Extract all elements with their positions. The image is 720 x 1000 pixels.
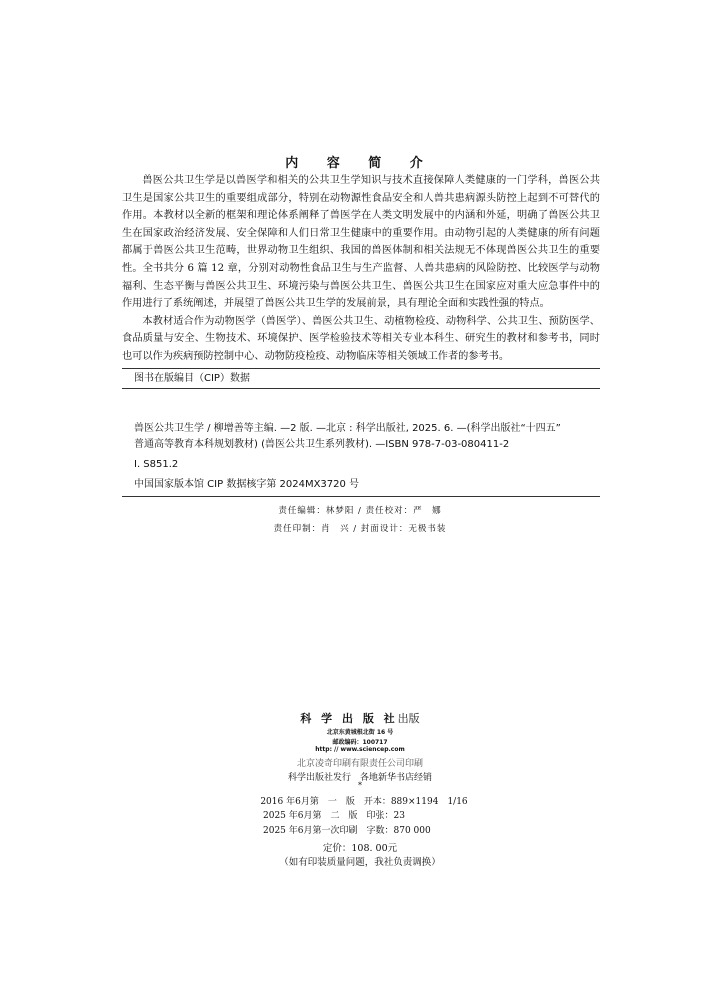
printer: 北京凌奇印刷有限责任公司印刷 xyxy=(296,759,423,769)
publisher-name-line xyxy=(0,710,720,726)
publisher-suffix: 出版 xyxy=(397,712,420,725)
edition-line-1: 2016 年6月第 一 版 开本：889×1194 1/16 xyxy=(260,797,468,807)
quality-notice: （如有印装质量问题，我社负责调换） xyxy=(279,857,441,868)
intro-title: 内 容 简 介 xyxy=(285,156,435,171)
edition-line-3: 2025 年6月第一次印刷 字数：870 000 xyxy=(263,826,431,836)
intro-paragraph-1: 兽医公共卫生学是以兽医学和相关的公共卫生学知识与技术直接保障人类健康的一门学科，兽医公共卫生是国家公共卫生的重要组成部分，特别在动物源性食品安全和人兽共患病源头防控上起到不可替代的作用。本教材以全新的框架和理论体系阐释了兽医学在人类文明发展中的内涵和外延，明确了兽医公共卫生在国家政治经济发展、安全保障和人们日常卫生健康中的重要作用。由动物引起的人类健康的所有问题都属于兽医公共卫生范畴，世界动物卫生组织、我国的兽医体制和相关法规无不体现兽医公共卫生的重要性。全书共分 6 篇 12 章，分别对动物性食品卫生与生产监督、人兽共患病的风险防控、比较医学与动物福利、生态平衡与兽医公共卫生、环境污染与兽医公共卫生、兽医公共卫生在国家应对重大应急事件中的作用进行了系统阐述，并展望了兽医公共卫生学的发展前景，具有理论全面和实践性强的特点。 xyxy=(122,175,600,310)
publisher-postcode: 邮政编码：100717 xyxy=(332,739,388,746)
separator: * xyxy=(358,781,362,790)
publisher-url: http: // www.sciencep.com xyxy=(315,746,405,753)
staff-line-1: 责任编辑：林梦阳 / 责任校对：严 娜 xyxy=(278,506,442,516)
cip-record: 中国国家版本馆 CIP 数据核字第 2024MX3720 号 xyxy=(134,479,360,490)
publisher-address: 北京东黄城根北街 16 号 xyxy=(326,729,394,736)
cip-classification: Ⅰ. S851.2 xyxy=(134,459,179,470)
cip-entry-line1: 兽医公共卫生学 / 柳增善等主编. —2 版. —北京 : 科学出版社, 2025. 6. —(科学出版社“十四五” xyxy=(134,423,561,434)
edition-line-2: 2025 年6月第 二 版 印张：23 xyxy=(263,811,405,821)
cip-entry-line2: 普通高等教育本科规划教材) (兽医公共卫生系列教材). —ISBN 978-7-03-080411-2 xyxy=(134,439,510,450)
cip-bottom-rule xyxy=(122,496,600,497)
publisher-name: 科 学 出 版 社 xyxy=(300,712,398,725)
staff-line-2: 责任印制：肖 兴 / 封面设计：无极书装 xyxy=(273,524,447,534)
cip-heading: 图书在版编目（CIP）数据 xyxy=(134,373,250,384)
distribution: 科学出版社发行 各地新华书店经销 xyxy=(287,773,432,783)
intro-body xyxy=(122,172,600,366)
price: 定价：108. 00元 xyxy=(322,843,398,854)
cip-top-rule xyxy=(122,368,600,369)
intro-paragraph-2: 本教材适合作为动物医学（兽医学）、兽医公共卫生、动植物检疫、动物科学、公共卫生、预防医学、食品质量与安全、生物技术、环境保护、医学检验技术等相关专业本科生、研究生的教材和参考书，同时也可以作为疾病预防控制中心、动物防疫检疫、动物临床等相关领域工作者的参考书。 xyxy=(122,315,600,362)
cip-heading-rule xyxy=(122,388,600,389)
